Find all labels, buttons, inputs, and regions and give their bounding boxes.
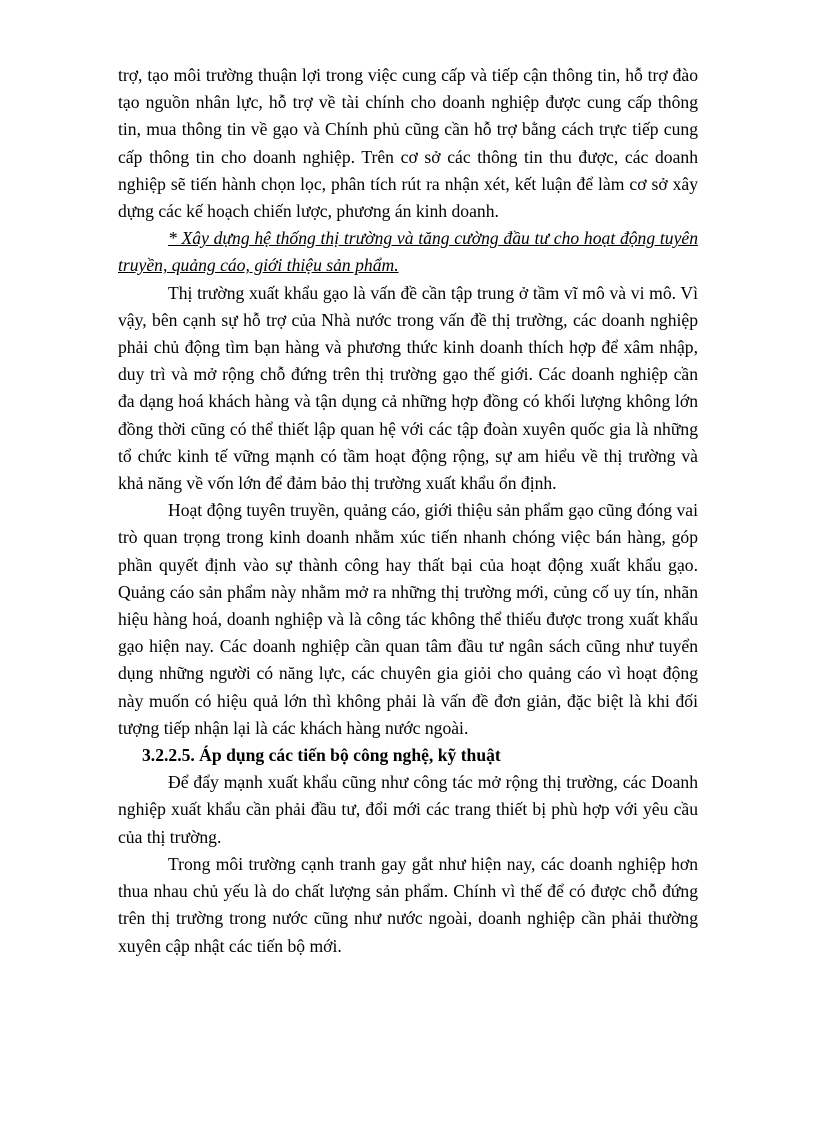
paragraph-information-support: trợ, tạo môi trường thuận lợi trong việc cung cấp và tiếp cận thông tin, hỗ trợ đào tạo nguồn nhân lực, hỗ trợ về tài chính cho doanh nghiệp được cung cấp thông tin, mua thông tin về gạo và Chính phủ cũng cần hỗ trợ bằng cách trực tiếp cung cấp thông tin cho doanh nghiệp. Trên cơ sở các thông tin thu được, các doanh nghiệp sẽ tiến hành chọn lọc, phân tích rút ra nhận xét, kết luận để làm cơ sở xây dựng các kế hoạch chiến lược, phương án kinh doanh. <box>118 65 698 222</box>
section-heading-technology: 3.2.2.5. Áp dụng các tiến bộ công nghệ, kỹ thuật <box>142 745 501 766</box>
paragraph-advertising: Hoạt động tuyên truyền, quảng cáo, giới thiệu sản phẩm gạo cũng đóng vai trò quan trọng trong kinh doanh nhằm xúc tiến nhanh chóng việc bán hàng, góp phần quyết định vào sự thành công hay thất bại của hoạt động xuất khẩu gạo. Quảng cáo sản phẩm này nhằm mở ra những thị trường mới, củng cố uy tín, nhãn hiệu hàng hoá, doanh nghiệp và là công tác không thể thiếu được trong xuất khẩu gạo hiện nay. Các doanh nghiệp cần quan tâm đầu tư ngân sách cũng như tuyển dụng những người có năng lực, các chuyên gia giỏi cho quảng cáo vì hoạt động này muốn có hiệu quả lớn thì không phải là vấn đề đơn giản, đặc biệt là khi đối tượng tiếp nhận lại là các khách hàng nước ngoài. <box>118 500 698 738</box>
paragraph-equipment-investment: Để đẩy mạnh xuất khẩu cũng như công tác mở rộng thị trường, các Doanh nghiệp xuất khẩu cần phải đầu tư, đổi mới các trang thiết bị phù hợp với yêu cầu của thị trường. <box>118 772 698 847</box>
paragraph-competition: Trong môi trường cạnh tranh gay gắt như hiện nay, các doanh nghiệp hơn thua nhau chủ yếu là do chất lượng sản phẩm. Chính vì thế để có được chỗ đứng trên thị trường trong nước cũng như nước ngoài, doanh nghiệp cần phải thường xuyên cập nhật các tiến bộ mới. <box>118 853 698 956</box>
subheading-market-promotion: * Xây dựng hệ thống thị trường và tăng cường đầu tư cho hoạt động tuyên truyền, quảng cáo, giới thiệu sản phẩm. <box>118 228 698 276</box>
document-page <box>118 62 698 960</box>
paragraph-export-market: Thị trường xuất khẩu gạo là vấn đề cần tập trung ở tầm vĩ mô và vi mô. Vì vậy, bên cạnh sự hỗ trợ của Nhà nước trong vấn đề thị trường, các doanh nghiệp phải chủ động tìm bạn hàng và phương thức kinh doanh thích hợp để xâm nhập, duy trì và mở rộng chỗ đứng trên thị trường gạo thế giới. Các doanh nghiệp cần đa dạng hoá khách hàng và tận dụng cả những hợp đồng có khối lượng không lớn đồng thời cũng có thể thiết lập quan hệ với các tập đoàn xuyên quốc gia là những tổ chức kinh tế vững mạnh có tầm hoạt động rộng, sự am hiểu về thị trường và khả năng về vốn lớn để đảm bảo thị trường xuất khẩu ổn định. <box>118 282 698 494</box>
